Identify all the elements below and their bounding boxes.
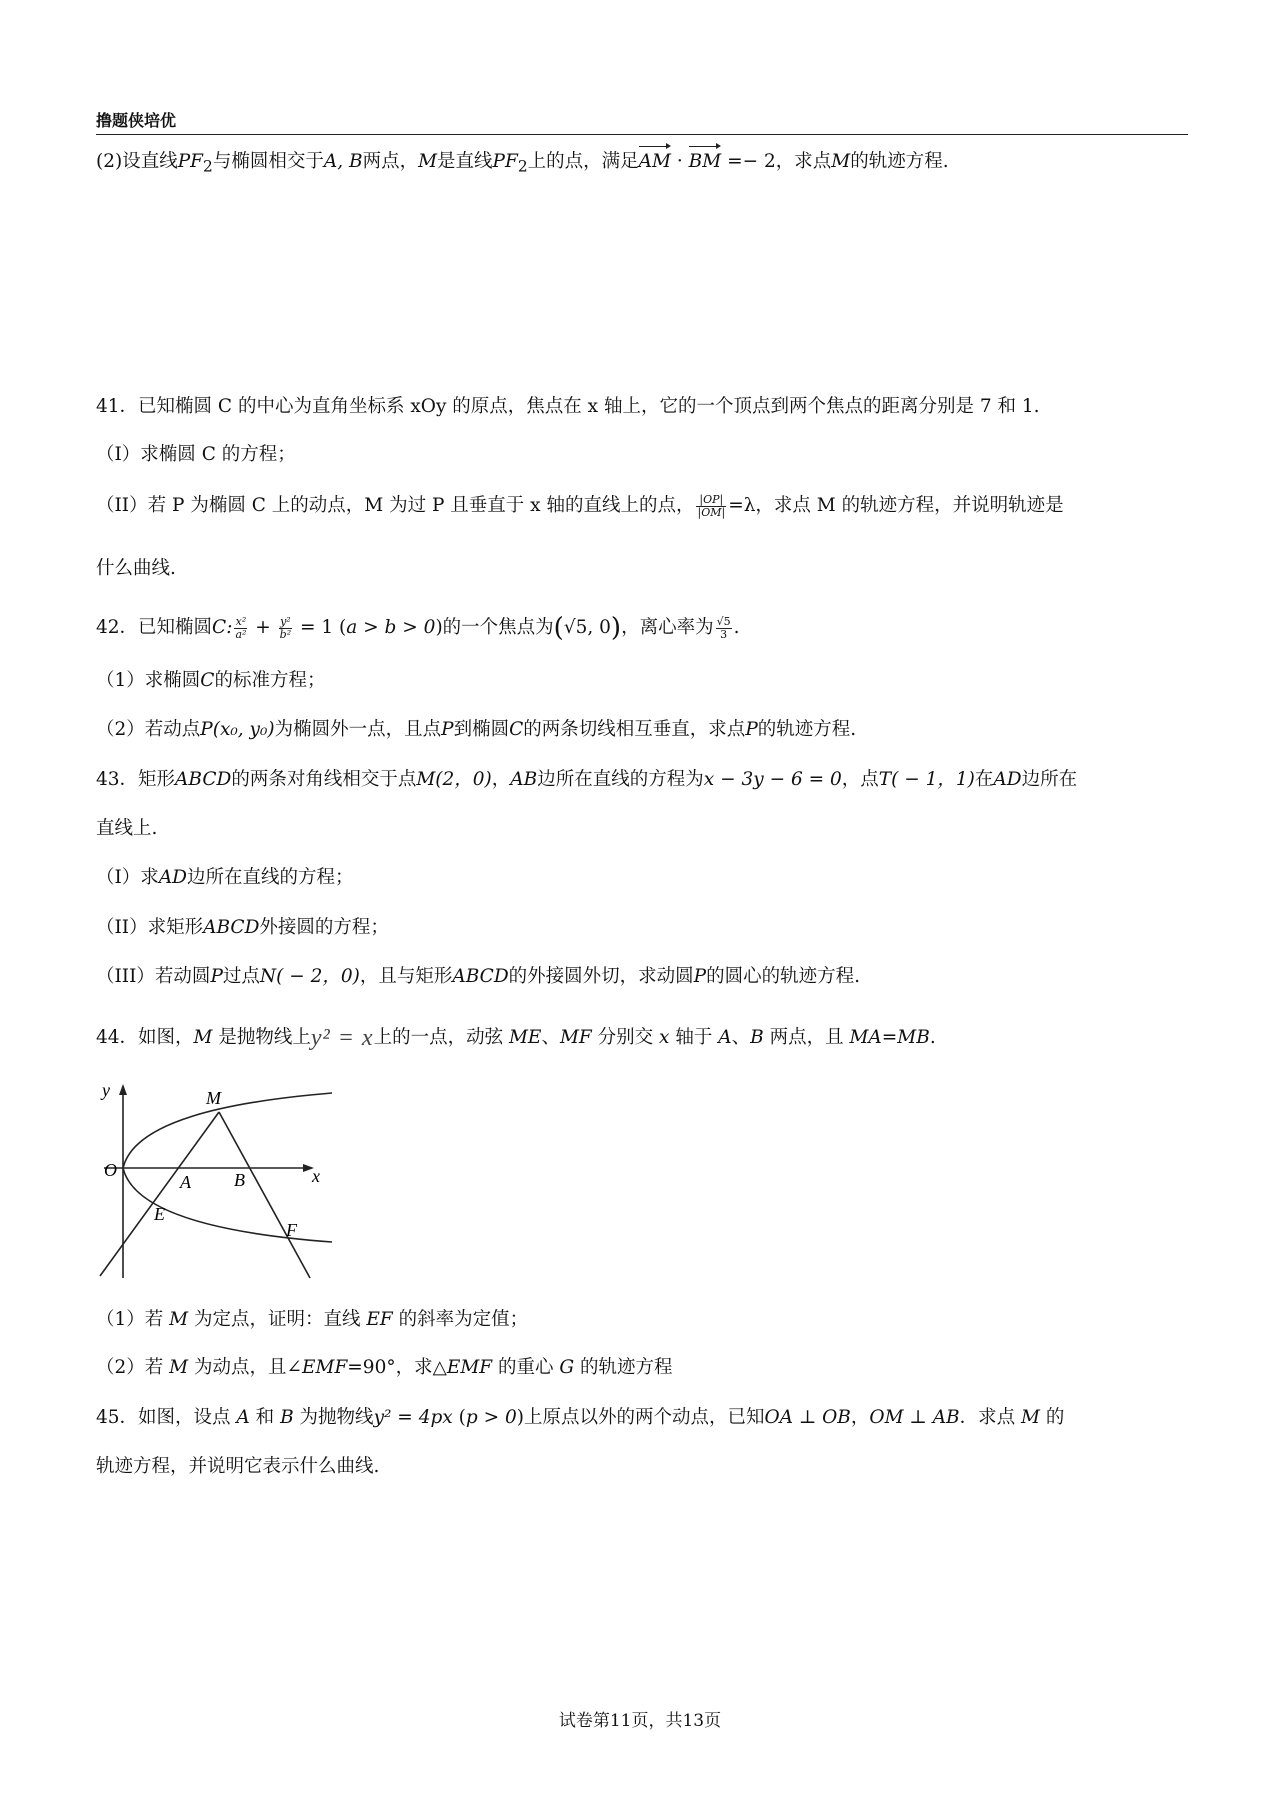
label-x: x — [312, 1166, 320, 1186]
label-y: y — [102, 1080, 110, 1100]
vector-bm: BM — [689, 148, 722, 176]
label-o: O — [104, 1160, 117, 1180]
q42-stem: 42．已知椭圆C: $\frac{\text{x²}}{\text{a²}}$ + $\frac{\text{y²}}{\text{b²}}$ = 1 (a > b > 0)的一个焦点为(√5, 0)，离心率为 $\frac{√5}{3}$ . — [96, 613, 740, 643]
chord-me — [100, 1112, 219, 1276]
q43-stem: 43．矩形ABCD的两条对角线相交于点M(2，0)，AB边所在直线的方程为x − 3y − 6 = 0，点T( − 1，1)在AD边所在 — [96, 769, 1078, 790]
q43-part1: （I）求AD边所在直线的方程； — [96, 867, 354, 888]
chord-mf — [219, 1112, 310, 1278]
y-axis-arrow — [119, 1084, 127, 1095]
label-b: B — [234, 1170, 245, 1190]
parabola-equation-image: y² = x — [310, 1025, 374, 1051]
label-e: E — [154, 1204, 165, 1224]
label-a: A — [180, 1172, 191, 1192]
label-f: F — [286, 1220, 297, 1240]
q43-stem-cont: 直线上. — [96, 818, 158, 839]
q40-part2: (2)设直线$PF_2$与椭圆相交于A, B两点，M是直线$PF_2$上的点，满足AM · BM =− 2，求点M的轨迹方程. — [96, 148, 1188, 181]
q44-stem: 44．如图，M 是抛物线上y² = x上的一点，动弦 ME、MF 分别交 x 轴于 A、B 两点，且 MA=MB. — [96, 1025, 936, 1051]
q41-part1: （I）求椭圆 C 的方程； — [96, 444, 296, 465]
parabola-figure — [104, 1082, 340, 1280]
q41-part2-cont: 什么曲线. — [96, 558, 176, 579]
q44-part2: （2）若 M 为动点，且∠EMF=90°，求△EMF 的重心 G 的轨迹方程 — [96, 1357, 673, 1378]
page-footer: 试卷第11页，共13页 — [558, 1711, 722, 1731]
q41-stem: 41．已知椭圆 C 的中心为直角坐标系 xOy 的原点，焦点在 x 轴上，它的一个顶点到两个焦点的距离分别是 7 和 1. — [96, 396, 1040, 417]
q42-part1: （1）求椭圆C的标准方程； — [96, 670, 326, 691]
q45-stem-cont: 轨迹方程，并说明它表示什么曲线. — [96, 1456, 380, 1477]
q45-stem: 45．如图，设点 A 和 B 为抛物线y² = 4px (p > 0)上原点以外的两个动点，已知OA ⊥ OB，OM ⊥ AB．求点 M 的 — [96, 1407, 1065, 1428]
vector-am: AM — [639, 148, 671, 176]
fraction-op-om: $\frac{|OP|}{|OM|}$ — [697, 492, 726, 519]
fraction-x2-a2: $\frac{\text{x²}}{\text{a²}}$ — [235, 614, 247, 641]
page-header: 撸题侠培优 — [96, 108, 1188, 135]
fraction-y2-b2: $\frac{\text{y²}}{\text{b²}}$ — [279, 614, 292, 641]
q42-part2: （2）若动点P(x₀, y₀)为椭圆外一点，且点P到椭圆C的两条切线相互垂直，求点P的轨迹方程. — [96, 719, 857, 740]
q43-part3: （III）若动圆P过点N( − 2，0)，且与矩形ABCD的外接圆外切，求动圆P的圆心的轨迹方程. — [96, 966, 861, 987]
q44-part1: （1）若 M 为定点，证明：直线 EF 的斜率为定值； — [96, 1309, 529, 1330]
q41-part2: （II）若 P 为椭圆 C 上的动点，M 为过 P 且垂直于 x 轴的直线上的点， $\frac{|OP|}{|OM|}$ =λ，求点 M 的轨迹方程，并说明轨迹是 — [96, 492, 1064, 519]
fraction-eccentricity: $\frac{√5}{3}$ — [716, 614, 731, 641]
label-m: M — [206, 1088, 221, 1108]
q43-part2: （II）求矩形ABCD外接圆的方程； — [96, 917, 389, 938]
